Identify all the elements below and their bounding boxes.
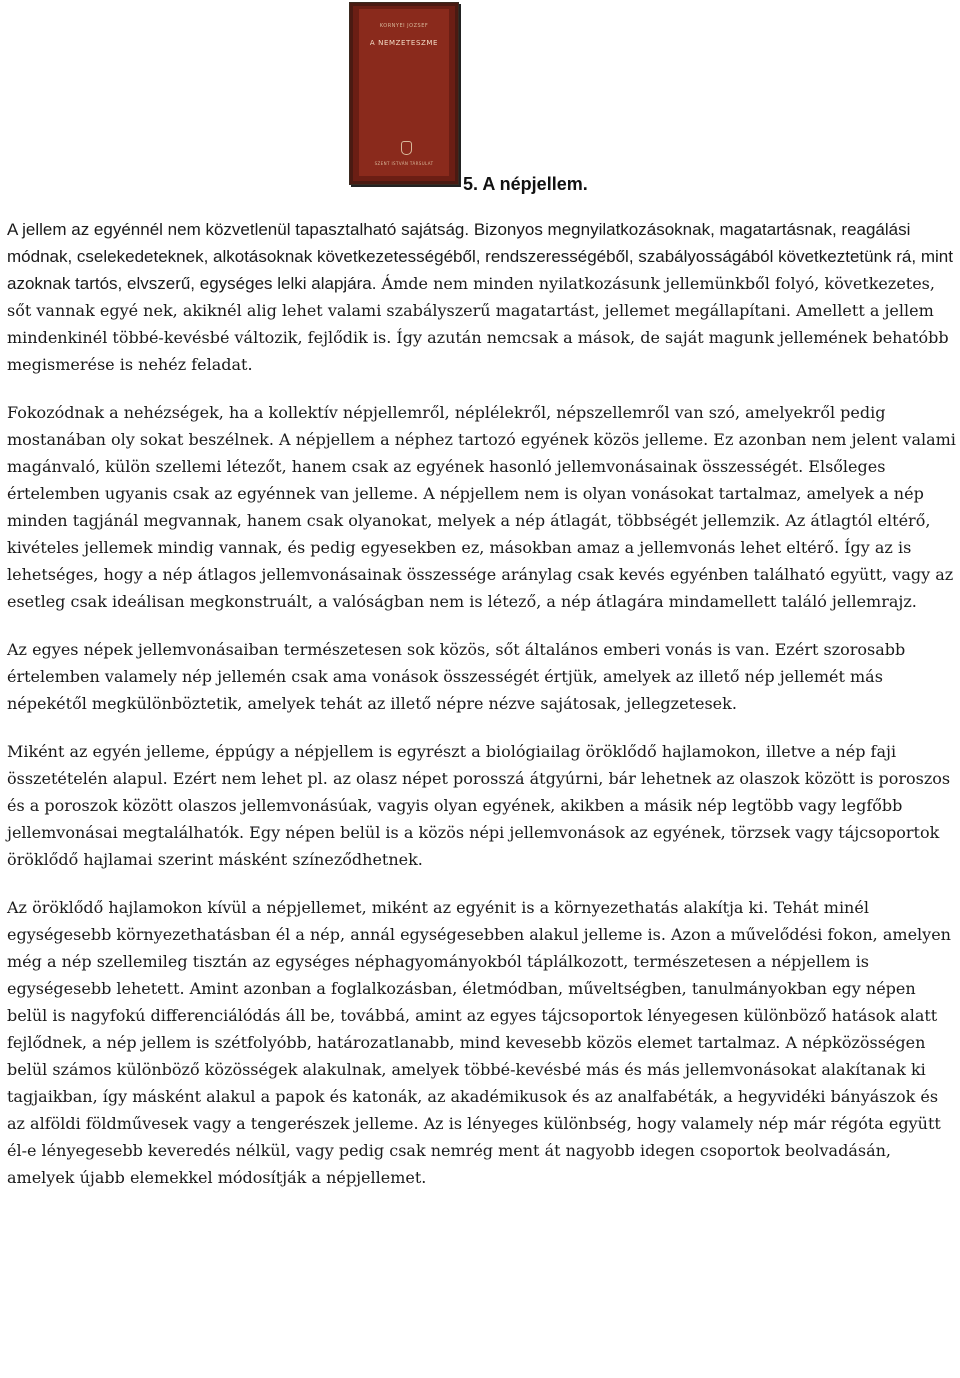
paragraph-4: Miként az egyén jelleme, éppúgy a népjellem is egyrészt a biológiailag öröklődő hajlamokon, illetve a nép faji összetételén alapul. Ezért nem lehet pl. az olasz népet porosszá átgyúrni, bár lehetnek az olaszok között is poroszos és a poroszok között olaszos jellemvonásúak, vagyis olyan egyének, akikben a másik nép legtöbb vagy legfőbb jellemvonásai megtalálhatók. Egy népen belül is a közös népi jellemvonások az egyének, törzsek vagy tájcsoportok öröklődő hajlamai szerint másként színeződhetnek. [7,742,951,869]
cover-title: A NEMZETESZME [369,39,439,47]
book-cover-image [349,2,459,185]
paragraph-5: Az öröklődő hajlamokon kívül a népjellemet, miként az egyénit is a környezethatás alakítja ki. Tehát minél egységesebb környezethatásban él a nép, annál egységesebben alakul jelleme is. Azon a művelődési fokon, amelyen még a nép szellemileg tisztán az egységes néphagyományokból táplálkozott, természetesen a népjellem is egységesebb lehetett. Amint azonban a foglalkozásban, életmódban, műveltségben, tanulmányokban egy népen belül is nagyfokú differenciálódás áll be, továbbá, amint az egyes tájcsoportok lényegesen különböző hatások alatt fejlődnek, a nép jellem is szétfolyóbb, határozatlanabb, mind kevesebb közös elemet tartalmaz. A népközösségen belül számos különböző közösségek alakulnak, amelyek többé-kevésbé más és más jellemvonásokat alakítanak ki tagjaikban, így másként alakul a papok és katonák, az akadémikusok és az analfabéták, a hegyvidéki bányászok és az alföldi földművesek vagy a tengerészek jelleme. Az is lényeges különbség, hogy valamely nép már régóta együtt él-e lényegesebb keveredés nélkül, vagy pedig csak nemrég ment át nagyobb idegen csoportok beolvadásán, amelyek újabb elemekkel módosítják a népjellemet. [7,898,951,1187]
article-body [7,216,957,1212]
paragraph-3: Az egyes népek jellemvonásaiban természetesen sok közös, sőt általános emberi vonás is van. Ezért szorosabb értelemben valamely nép jellemén csak ama vonások összességét értjük, amelyek az illető nép jellemét más népekétől megkülönböztetik, amelyek tehát az illető népre nézve sajátosak, jellegzetesek. [7,640,906,713]
paragraph-1-rest: Ámde nem minden nyilatkozásunk jellemünkből folyó, következetes, sőt vannak egyé nek, akiknél alig lehet valami szabályszerű magatartást, jellemet megállapítani. Amellett a jellem mindenkinél többé-kevésbé változik, fejlődik is. Így azután nemcsak a mások, de saját magunk jellemének behatóbb megismerése is nehéz feladat. [7,274,949,374]
chapter-title: 5. A népjellem. [463,174,588,194]
cover-publisher: SZENT ISTVÁN TÁRSULAT [374,161,434,166]
paragraph-1-lead: A jellem az egyénnél nem közvetlenül tapasztalható sajátság. Bizonyos megnyilatkozásoknak, magatartásnak, reagálási módnak, cselekedeteknek, alkotásoknak következetességéből, rendszerességéből, szabályosságából következtetünk rá, mint azoknak tartós, elvszerű, egységes lelki alapjára. [7,220,953,293]
cover-author: KORNYEI JOZSEF [379,23,429,29]
paragraph-1 [7,216,957,378]
chapter-header [0,0,960,200]
paragraph-2: Fokozódnak a nehézségek, ha a kollektív népjellemről, néplélekről, népszellemről van szó, amelyekről pedig mostanában oly sokat beszélnek. A népjellem a néphez tartozó egyének közös jelleme. Ez azonban nem jelent valami magánvaló, külön szellemi létezőt, hanem csak az egyének hasonló jellemvonásainak összességét. Elsőleges értelemben ugyanis csak az egyénnek van jelleme. A népjellem nem is olyan vonásokat tartalmaz, amelyek a nép minden tagjánál megvannak, hanem csak olyanokat, melyek a nép átlagát, többségét jellemzik. Az átlagtól eltérő, kivételes jellemek mindig vannak, és pedig egyesekben ez, másokban amaz a jellemvonás lehet eltérő. Így az is lehetséges, hogy a nép átlagos jellemvonásainak összessége aránylag csak kevés egyénben található együtt, vagy az esetleg csak ideálisan megkonstruált, a valóságban nem is létező, a nép átlagára mindamellett találó jellemrajz. [7,403,956,611]
cover-emblem-icon [401,141,412,155]
book-cover-panel [359,9,449,176]
